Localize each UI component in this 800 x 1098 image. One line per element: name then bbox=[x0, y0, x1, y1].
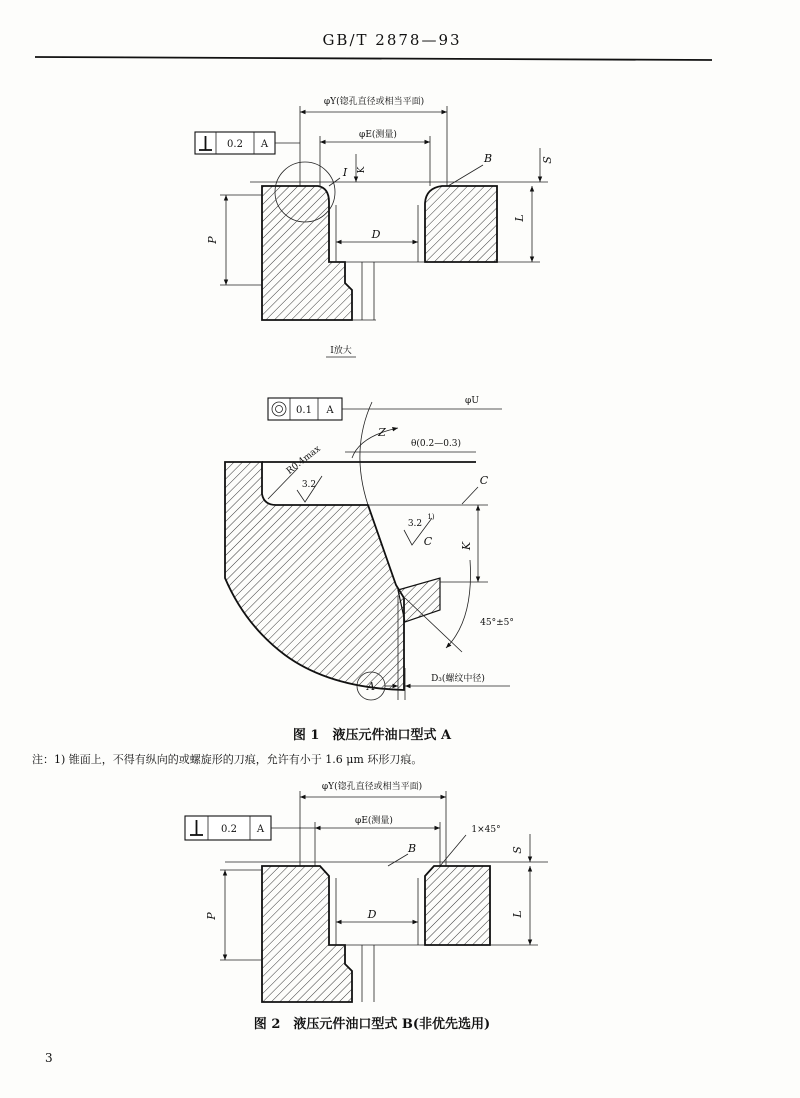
hatched-section-left bbox=[262, 186, 352, 320]
leader-b bbox=[388, 854, 408, 866]
figure-1-detail-view bbox=[225, 396, 514, 700]
cone-extension-curve bbox=[360, 402, 372, 505]
header-rule bbox=[35, 57, 712, 60]
label-i: I bbox=[342, 166, 348, 179]
dimension-label-d: D bbox=[367, 908, 377, 921]
leader-b bbox=[448, 165, 483, 186]
dimension-label-k: K bbox=[357, 166, 367, 174]
label-z: Z bbox=[378, 426, 386, 439]
leader-c bbox=[462, 487, 478, 504]
cone-angle-label: 45°±5° bbox=[480, 618, 514, 628]
figure-1-main-view bbox=[195, 95, 554, 357]
dimension-label-e: φE(测量) bbox=[355, 816, 393, 826]
roughness-value: 3.2 bbox=[407, 519, 423, 529]
roughness-symbol-cone bbox=[404, 513, 435, 548]
angle-dimension-arc bbox=[446, 560, 471, 648]
label-b: B bbox=[407, 842, 417, 855]
label-c-cone: C bbox=[423, 535, 433, 548]
figure-2-main-view bbox=[185, 780, 548, 1002]
tolerance-value: 0.2 bbox=[227, 139, 243, 150]
leader-chamfer bbox=[440, 835, 466, 866]
perpendicularity-tolerance-frame bbox=[195, 132, 300, 154]
dimension-label-u: φU bbox=[465, 396, 479, 406]
fillet-radius-label: R0.4max bbox=[284, 444, 323, 477]
dimension-label-k: K bbox=[460, 541, 473, 551]
footnote: 注：1) 锥面上，不得有纵向的或螺旋形的刀痕，允许有小于 1.6 μm 环形刀痕。 bbox=[32, 753, 423, 766]
roughness-footnote: 1) bbox=[427, 513, 435, 521]
thread-pitch-diameter-label: D₃(螺纹中径) bbox=[431, 674, 485, 684]
tolerance-datum: A bbox=[260, 139, 269, 150]
dimension-label-p: P bbox=[206, 236, 219, 244]
page-number: 3 bbox=[45, 1051, 53, 1065]
hatched-section-right bbox=[425, 866, 490, 945]
dimension-label-y: φY(锪孔直径或相当平面) bbox=[323, 97, 425, 107]
tolerance-value: 0.2 bbox=[221, 824, 237, 835]
concentricity-tolerance-frame bbox=[268, 398, 342, 420]
chamfer-label: θ(0.2—0.3) bbox=[410, 439, 462, 449]
page-header bbox=[35, 31, 712, 60]
label-c-top: C bbox=[479, 474, 489, 487]
tolerance-value: 0.1 bbox=[296, 405, 312, 416]
hatched-section-right bbox=[425, 186, 497, 262]
figure-2-caption: 图 2 液压元件油口型式 B(非优先选用) bbox=[253, 1017, 491, 1032]
dimension-label-d: D bbox=[371, 228, 381, 241]
hatched-section-detail bbox=[225, 462, 404, 690]
figure-1-caption: 图 1 液压元件油口型式 A bbox=[292, 728, 452, 743]
dimension-label-y: φY(锪孔直径或相当平面) bbox=[321, 782, 423, 792]
view-arrow-z bbox=[352, 428, 398, 458]
hatched-section-left bbox=[262, 866, 352, 1002]
label-b: B bbox=[483, 152, 493, 165]
dimension-label-l: L bbox=[513, 214, 526, 222]
roughness-symbol-left bbox=[297, 476, 322, 502]
detail-title: I放大 bbox=[330, 346, 352, 356]
dimension-label-s: S bbox=[541, 156, 554, 164]
tolerance-datum: A bbox=[326, 405, 334, 416]
dimension-label-p: P bbox=[205, 912, 218, 920]
hatched-thread-tooth bbox=[398, 578, 440, 622]
datum-label: A bbox=[367, 680, 375, 693]
tolerance-datum: A bbox=[256, 824, 265, 835]
standard-number: GB/T 2878—93 bbox=[322, 31, 462, 49]
dimension-label-e: φE(测量) bbox=[359, 130, 397, 140]
dimension-label-s: S bbox=[511, 846, 524, 854]
perpendicularity-tolerance-frame bbox=[185, 816, 315, 840]
chamfer-label: 1×45° bbox=[471, 825, 501, 835]
roughness-value: 3.2 bbox=[301, 480, 317, 490]
dimension-label-l: L bbox=[511, 910, 524, 918]
